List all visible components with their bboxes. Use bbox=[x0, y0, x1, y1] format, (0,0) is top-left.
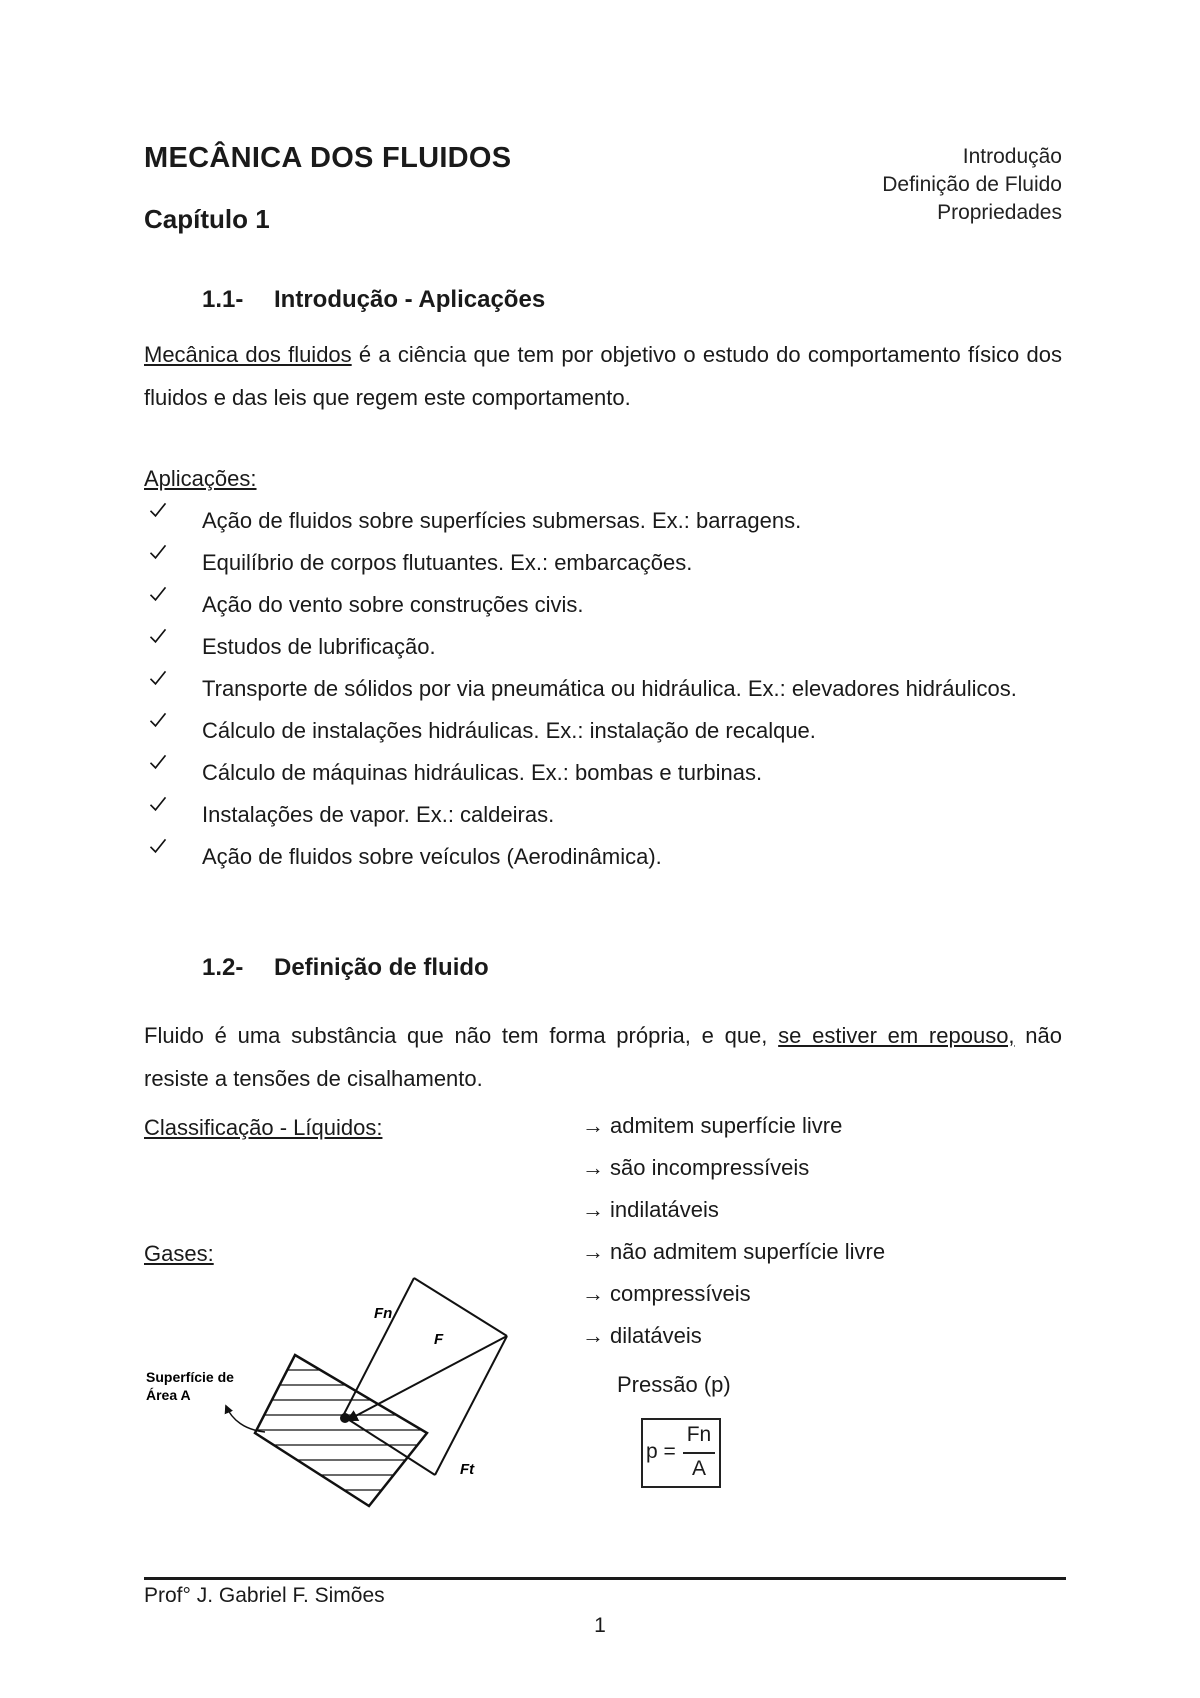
formula-numerator: Fn bbox=[686, 1423, 712, 1446]
surface-label-line1: Superfície de bbox=[146, 1369, 234, 1385]
check-icon bbox=[146, 752, 170, 772]
arrow-right-icon: → bbox=[582, 1113, 604, 1138]
property-item: → dilatáveis bbox=[582, 1323, 702, 1348]
check-icon bbox=[146, 542, 170, 562]
topic-item: Introdução bbox=[962, 145, 1062, 168]
pressure-formula bbox=[641, 1418, 721, 1488]
page-number: 1 bbox=[594, 1614, 606, 1637]
list-item: Ação de fluidos sobre veículos (Aerodinâmica). bbox=[144, 836, 1062, 878]
document-title: MECÂNICA DOS FLUIDOS bbox=[144, 142, 512, 174]
arrow-right-icon: → bbox=[582, 1281, 604, 1306]
emphasis-underlined: se estiver em repouso, bbox=[778, 1023, 1015, 1048]
property-item: → não admitem superfície livre bbox=[582, 1239, 886, 1264]
property-item: → indilatáveis bbox=[582, 1197, 719, 1222]
applications-label: Aplicações: bbox=[144, 466, 257, 491]
section-number: 1.1- bbox=[202, 286, 244, 313]
liquids-label: Classificação - Líquidos: bbox=[144, 1115, 383, 1140]
fraction-bar bbox=[683, 1452, 715, 1454]
footer-divider bbox=[144, 1577, 1066, 1580]
list-item: Cálculo de instalações hidráulicas. Ex.: instalação de recalque. bbox=[144, 710, 1062, 752]
property-item: → admitem superfície livre bbox=[582, 1113, 843, 1138]
defined-term: Mecânica dos fluidos bbox=[144, 342, 352, 367]
section-heading-1-1 bbox=[202, 286, 545, 314]
list-item: Transporte de sólidos por via pneumática ou hidráulica. Ex.: elevadores hidráulicos. bbox=[144, 668, 1062, 710]
property-item: → são incompressíveis bbox=[582, 1155, 810, 1180]
force-diagram bbox=[140, 1270, 530, 1510]
fn-label: Fn bbox=[374, 1305, 393, 1322]
footer-author: Prof° J. Gabriel F. Simões bbox=[144, 1584, 385, 1607]
intro-text: é a ciência que tem por objetivo o estudo do comportamento físico dos fluidos e das leis que regem este comportamento. bbox=[144, 342, 1062, 410]
list-item: Instalações de vapor. Ex.: caldeiras. bbox=[144, 794, 1062, 836]
pressure-label: Pressão (p) bbox=[617, 1372, 731, 1397]
section-title: Definição de fluido bbox=[274, 954, 489, 981]
ft-label: Ft bbox=[460, 1461, 475, 1478]
arrow-right-icon: → bbox=[582, 1197, 604, 1222]
intro-paragraph bbox=[144, 333, 1062, 419]
list-item: Ação do vento sobre construções civis. bbox=[144, 584, 1062, 626]
section-title: Introdução - Aplicações bbox=[274, 286, 546, 313]
list-item: Estudos de lubrificação. bbox=[144, 626, 1062, 668]
check-icon bbox=[146, 584, 170, 604]
arrow-right-icon: → bbox=[582, 1155, 604, 1180]
list-item: Ação de fluidos sobre superfícies submersas. Ex.: barragens. bbox=[144, 500, 1062, 542]
list-item: Equilíbrio de corpos flutuantes. Ex.: embarcações. bbox=[144, 542, 1062, 584]
resultant-force-arrow bbox=[348, 1336, 507, 1420]
check-icon bbox=[146, 836, 170, 856]
surface-label-line2: Área A bbox=[146, 1387, 191, 1403]
f-label: F bbox=[434, 1331, 444, 1348]
application-point bbox=[340, 1413, 350, 1423]
list-item: Cálculo de máquinas hidráulicas. Ex.: bombas e turbinas. bbox=[144, 752, 1062, 794]
check-icon bbox=[146, 626, 170, 646]
definition-paragraph: Fluido é uma substância que não tem forma própria, e que, se estiver em repouso, não resiste a tensões de cisalhamento. bbox=[144, 1023, 1062, 1091]
chapter-topics bbox=[882, 143, 1062, 227]
formula-denominator: A bbox=[691, 1457, 706, 1480]
arrow-right-icon: → bbox=[582, 1323, 604, 1348]
section-number: 1.2- bbox=[202, 954, 244, 981]
section-heading-1-2 bbox=[202, 954, 489, 982]
check-icon bbox=[146, 794, 170, 814]
classification-properties bbox=[582, 1105, 885, 1357]
surface-plate bbox=[240, 1355, 440, 1506]
arrow-right-icon: → bbox=[582, 1239, 604, 1264]
applications-list bbox=[144, 500, 1062, 878]
check-icon bbox=[146, 710, 170, 730]
topic-item: Definição de Fluido bbox=[882, 173, 1062, 196]
check-icon bbox=[146, 500, 170, 520]
formula-lhs: p = bbox=[646, 1440, 676, 1463]
property-item: → compressíveis bbox=[582, 1281, 751, 1306]
topic-item: Propriedades bbox=[937, 201, 1062, 224]
chapter-label: Capítulo 1 bbox=[144, 204, 270, 234]
check-icon bbox=[146, 668, 170, 688]
gases-label: Gases: bbox=[144, 1241, 214, 1266]
